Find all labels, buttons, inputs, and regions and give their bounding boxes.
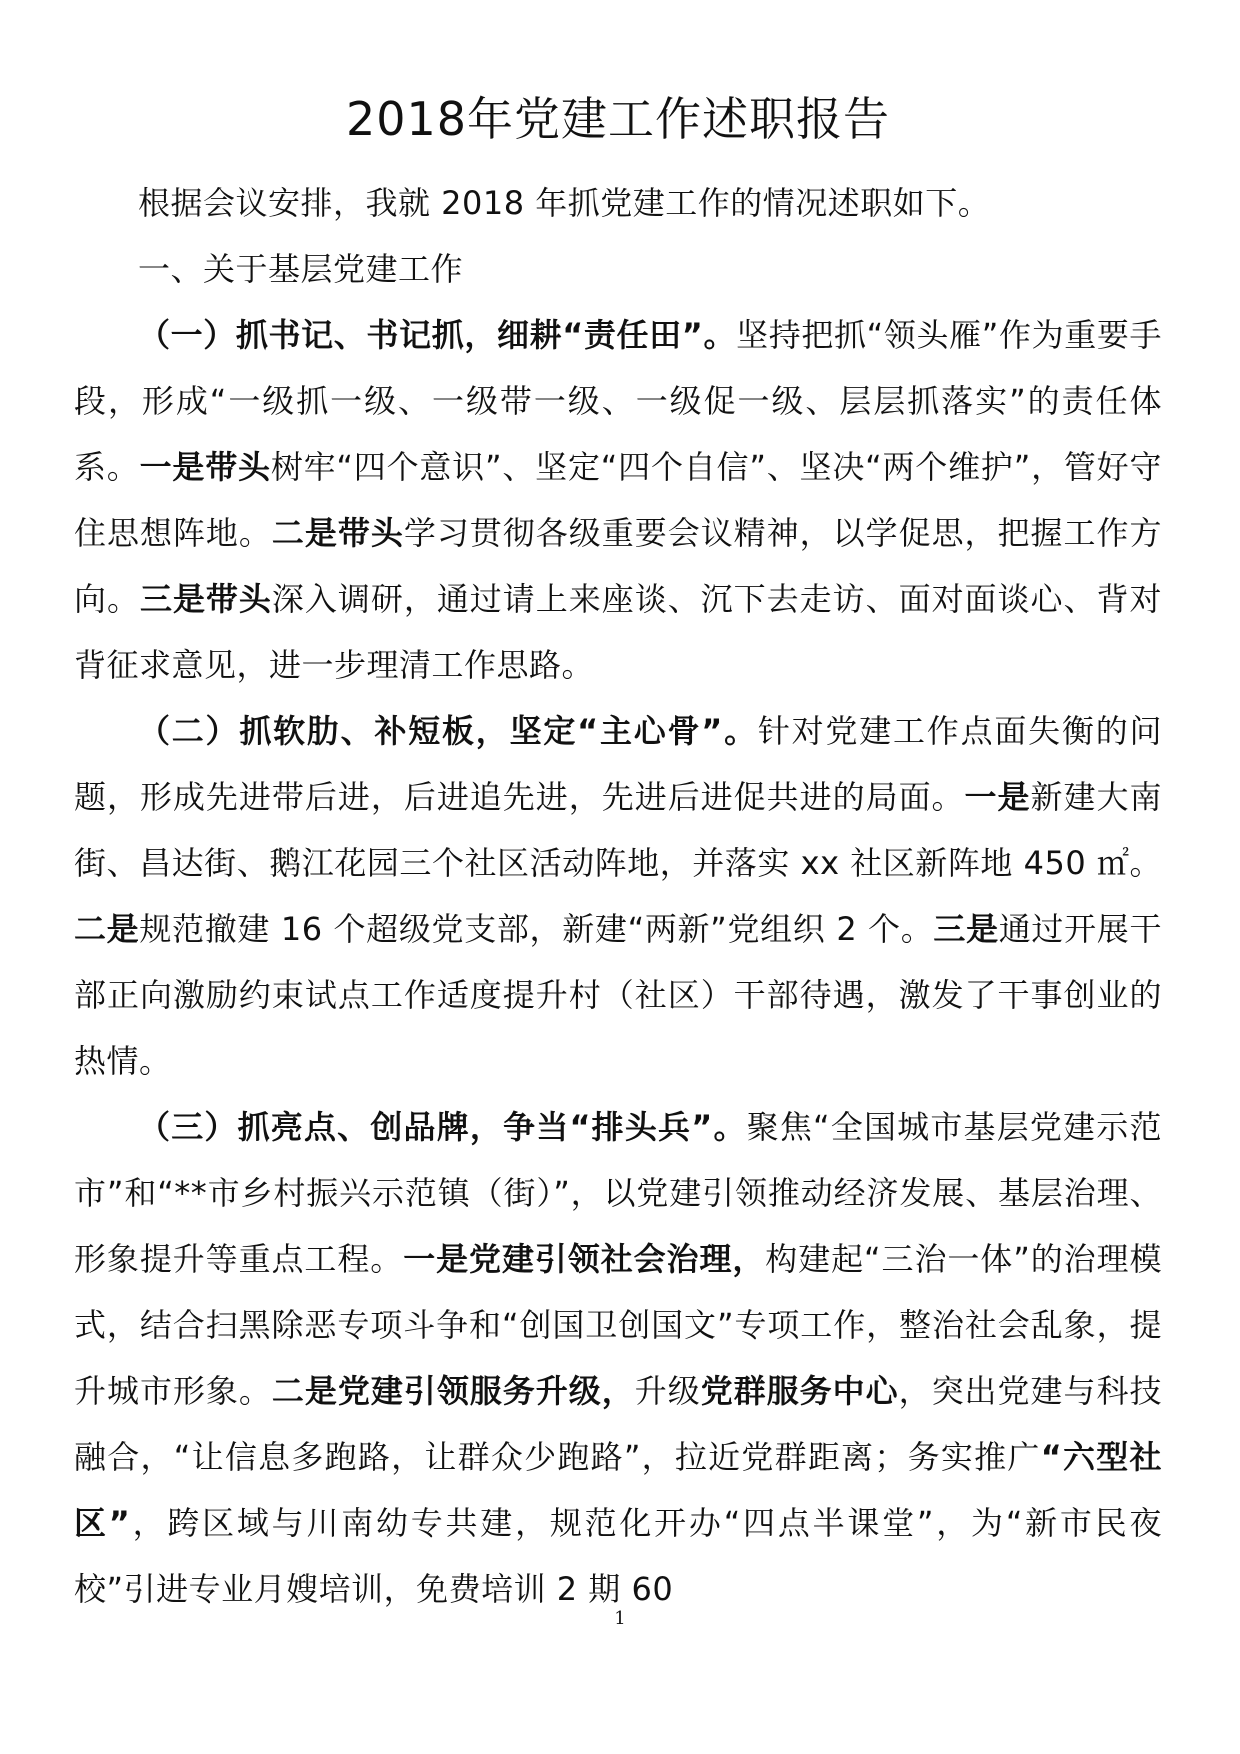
paragraph-2-text: 新建大南街、昌达街、鹅江花园三个社区活动阵地，并落实 xx 社区新阵地 450 ㎡。 [74,778,1162,882]
paragraph-3-text: 聚焦“全国城市基层党建示范市”和“**市乡村振兴示范镇（街）”，以党建引领推动经济发展、基层治理、形象提升等重点工程。 [74,1108,1162,1278]
paragraph-3-bold: “六型社区” [74,1438,1162,1542]
intro-paragraph: 根据会议安排，我就 2018 年抓党建工作的情况述职如下。 [138,184,991,222]
document-title: 2018年党建工作述职报告 [345,92,891,146]
paragraph-1-text: 深入调研，通过请上来座谈、沉下去走访、面对面谈心、背对背征求意见，进一步理清工作思路。 [74,580,1162,684]
paragraph-3-bold: 党群服务中心 [700,1372,899,1410]
paragraph-1-bold: 二是带头 [271,514,404,552]
paragraph-1-text: 学习贯彻各级重要会议精神，以学促思，把握工作方向。 [74,514,1162,618]
paragraph-1-text: 坚持把抓“领头雁”作为重要手段，形成“一级抓一级、一级带一级、一级促一级、层层抓落实”的责任体系。 [74,316,1162,486]
paragraph-3-text: ，突出党建与科技融合，“让信息多跑路，让群众少跑路”，拉近党群距离；务实推广 [74,1372,1162,1476]
paragraph-2 [74,698,1162,1094]
paragraph-2-bold: 一是 [964,778,1031,816]
paragraph-3-text: 构建起“三治一体”的治理模式，结合扫黑除恶专项斗争和“创国卫创国文”专项工作，整治社会乱象，提升城市形象。 [74,1240,1162,1410]
paragraph-2-lead: （二）抓软肋、补短板，坚定“主心骨”。 [138,712,758,750]
paragraph-2-text: 针对党建工作点面失衡的问题，形成先进带后进，后进追先进，先进后进促共进的局面。 [74,712,1162,816]
paragraph-3-lead: （三）抓亮点、创品牌，争当“排头兵”。 [138,1108,747,1146]
paragraph-3-text: 升级 [634,1372,701,1410]
paragraph-2-text: 规范撤建 16 个超级党支部，新建“两新”党组织 2 个。 [139,910,934,948]
paragraph-1-bold: 一是带头 [139,448,271,486]
paragraph-3 [74,1094,1162,1622]
paragraph-3-text: ，跨区域与川南幼专共建，规范化开办“四点半课堂”，为“新市民夜校”引进专业月嫂培训，免费培训 2 期 60 [74,1504,1162,1608]
paragraph-2-bold: 三是 [933,910,999,948]
paragraph-3-bold: 一是党建引领社会治理， [403,1240,766,1278]
paragraph-2-text: 通过开展干部正向激励约束试点工作适度提升村（社区）干部待遇，激发了干事创业的热情。 [74,910,1162,1080]
paragraph-1-lead: （一）抓书记、书记抓，细耕“责任田”。 [138,316,737,354]
paragraph-1-bold: 三是带头 [139,580,272,618]
section-heading: 一、关于基层党建工作 [138,250,464,288]
paragraph-1-text: 树牢“四个意识”、坚定“四个自信”、坚决“两个维护”，管好守住思想阵地。 [74,448,1162,552]
paragraph-2-bold: 二是 [74,910,140,948]
paragraph-3-bold: 二是党建引领服务升级， [271,1372,635,1410]
page-number: 1 [614,1608,626,1629]
paragraph-1 [74,302,1162,698]
